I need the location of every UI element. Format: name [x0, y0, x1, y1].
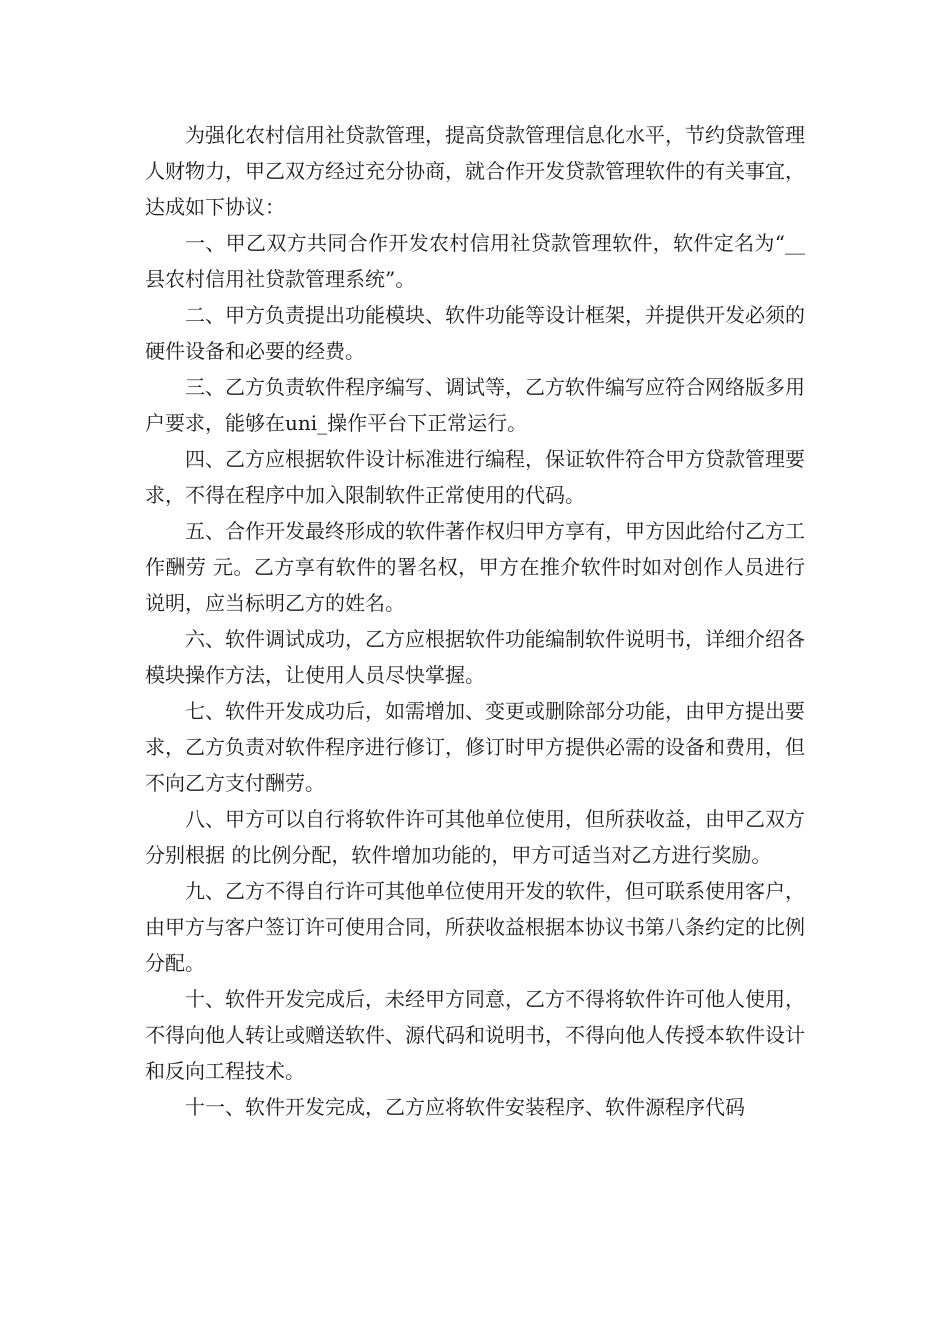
paragraph-clause-6: 六、软件调试成功，乙方应根据软件功能编制软件说明书，详细介绍各模块操作方法，让使用人员尽快掌握。 — [145, 627, 805, 687]
paragraph-clause-3: 三、乙方负责软件程序编写、调试等，乙方软件编写应符合网络版多用户要求，能够在uni_操作平台下正常运行。 — [145, 375, 805, 435]
paragraph-clause-1: 一、甲乙双方共同合作开发农村信用社贷款管理软件，软件定名为“__县农村信用社贷款管理系统”。 — [145, 231, 805, 291]
paragraph-clause-8: 八、甲方可以自行将软件许可其他单位使用，但所获收益，由甲乙双方分别根据 的比例分配，软件增加功能的，甲方可适当对乙方进行奖励。 — [145, 807, 805, 867]
paragraph-clause-5: 五、合作开发最终形成的软件著作权归甲方享有，甲方因此给付乙方工作酬劳 元。乙方享有软件的署名权，甲方在推介软件时如对创作人员进行说明，应当标明乙方的姓名。 — [145, 519, 805, 615]
paragraph-clause-7: 七、软件开发成功后，如需增加、变更或删除部分功能，由甲方提出要求，乙方负责对软件程序进行修订，修订时甲方提供必需的设备和费用，但不向乙方支付酬劳。 — [145, 699, 805, 795]
paragraph-clause-2: 二、甲方负责提出功能模块、软件功能等设计框架，并提供开发必须的硬件设备和必要的经费。 — [145, 303, 805, 363]
paragraph-clause-11: 十一、软件开发完成，乙方应将软件安装程序、软件源程序代码 — [185, 1095, 745, 1119]
paragraph-clause-9: 九、乙方不得自行许可其他单位使用开发的软件，但可联系使用客户，由甲方与客户签订许可使用合同，所获收益根据本协议书第八条约定的比例分配。 — [145, 879, 805, 975]
document-body — [145, 117, 805, 1125]
paragraph-clause-4: 四、乙方应根据软件设计标准进行编程，保证软件符合甲方贷款管理要求，不得在程序中加入限制软件正常使用的代码。 — [145, 447, 805, 507]
paragraph-clause-10: 十、软件开发完成后，未经甲方同意，乙方不得将软件许可他人使用，不得向他人转让或赠送软件、源代码和说明书，不得向他人传授本软件设计和反向工程技术。 — [145, 987, 805, 1083]
paragraph-intro: 为强化农村信用社贷款管理，提高贷款管理信息化水平，节约贷款管理人财物力，甲乙双方经过充分协商，就合作开发贷款管理软件的有关事宜，达成如下协议： — [145, 123, 805, 219]
